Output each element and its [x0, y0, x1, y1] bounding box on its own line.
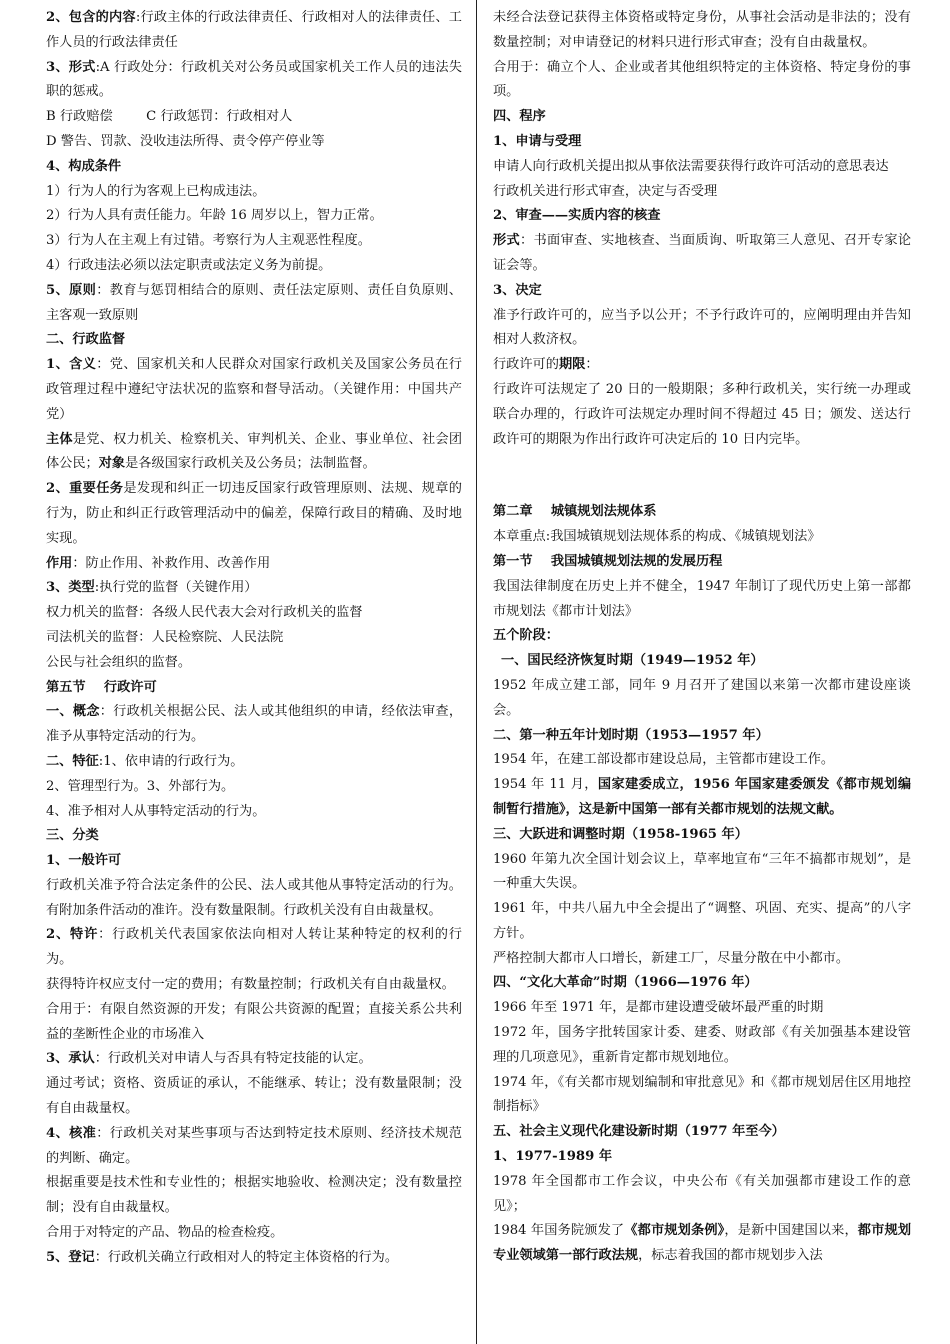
heading: 五、社会主义现代化建设新时期（1977 年至今） — [493, 1124, 785, 1140]
para: 3、承认：行政机关对申请人与否具有特定技能的认定。 — [46, 1051, 372, 1067]
para: 作用：防止作用、补救作用、改善作用 — [46, 555, 271, 571]
heading: 1、申请与受理 — [493, 133, 582, 149]
heading: 四、“文化大革命”时期（1966—1976 年） — [493, 975, 758, 991]
para: 申请人向行政机关提出拟从事依法需要获得行政许可活动的意思表达 — [493, 158, 889, 174]
para: 司法机关的监督：人民检察院、人民法院 — [46, 629, 284, 645]
heading: 2、审查——实质内容的核查 — [493, 208, 661, 224]
para: 1960 年第九次全国计划会议上，草率地宣布“三年不搞都市规划”，是一种重大失误。 — [493, 851, 911, 892]
para: 1984 年国务院颁发了《都市规划条例》，是新中国建国以来，都市规划专业领域第一部行政法规，标志着我国的都市规划步入法 — [493, 1223, 912, 1264]
para: 5、登记：行政机关确立行政相对人的特定主体资格的行为。 — [46, 1249, 399, 1265]
heading: 1、1977-1989 年 — [493, 1149, 613, 1165]
para: 1954 年，在建工部设都市建设总局，主管都市建设工作。 — [493, 752, 835, 768]
heading: 二、行政监督 — [46, 332, 126, 348]
heading: 1、一般许可 — [46, 853, 122, 869]
right-column — [493, 6, 911, 1269]
para: 行政许可的期限： — [493, 357, 599, 373]
section-heading: 第五节 行政许可 — [46, 679, 157, 695]
para: 2）行为人具有责任能力。年龄 16 周岁以上，智力正常。 — [46, 208, 383, 224]
section-heading: 第一节 我国城镇规划法规的发展历程 — [493, 553, 723, 569]
para: 1954 年 11 月，国家建委成立，1956 年国家建委颁发《都市规划编制暂行措施》，这是新中国第一部有关都市规划的法规文献。 — [493, 777, 912, 817]
para: 3）行为人在主观上有过错。考察行为人主观恶性程度。 — [46, 233, 371, 249]
para: 1966 年至 1971 年，是都市建设遭受破坏最严重的时期 — [493, 1000, 824, 1016]
para: 1978 年全国都市工作会议，中央公布《有关加强都市建设工作的意见》； — [493, 1173, 911, 1214]
para: 本章重点:我国城镇规划法规体系的构成、《城镇规划法》 — [493, 529, 821, 545]
blank-space — [493, 452, 911, 500]
para: 二、特征:1、依申请的行政行为。 — [46, 753, 244, 769]
para: 合用于：确立个人、企业或者其他组织特定的主体资格、特定身份的事项。 — [493, 59, 911, 100]
para: 合用于对特定的产品、物品的检查检疫。 — [46, 1225, 284, 1241]
para: 2、包含的内容:行政主体的行政法律责任、行政相对人的法律责任、工作人员的行政法律责任 — [46, 10, 462, 50]
para: 形式：书面审查、实地核查、当面质询、听取第三人意见、召开专家论证会等。 — [493, 233, 912, 273]
para: 1974 年，《有关都市规划编制和审批意见》和《都市规划居住区用地控制指标》 — [493, 1074, 911, 1115]
para: 权力机关的监督：各级人民代表大会对行政机关的监督 — [46, 605, 363, 621]
para: 准予行政许可的，应当予以公开；不予行政许可的，应阐明理由并告知相对人救济权。 — [493, 307, 911, 348]
para: 2、管理型行为。3、外部行为。 — [46, 778, 235, 794]
para: 2、特许：行政机关代表国家依法向相对人转让某种特定的权利的行为。 — [46, 927, 462, 968]
chapter-heading: 第二章 城镇规划法规体系 — [493, 504, 657, 520]
para: B 行政赔偿 C 行政惩罚：行政相对人 — [46, 109, 293, 125]
heading: 五个阶段： — [493, 628, 559, 644]
para: 1、含义：党、国家机关和人民群众对国家行政机关及国家公务员在行政管理过程中遵纪守法状况的监察和督导活动。（关键作用：中国共产党） — [46, 357, 462, 422]
para: 主体是党、权力机关、检察机关、审判机关、企业、事业单位、社会团体公民；对象是各级国家行政机关及公务员；法制监督。 — [46, 431, 463, 472]
heading: 3、决定 — [493, 282, 542, 298]
para: 未经合法登记获得主体资格或特定身份，从事社会活动是非法的；没有数量控制；对申请登记的材料只进行形式审查；没有自由裁量权。 — [493, 10, 911, 50]
para: 1961 年，中共八届九中全会提出了“调整、巩固、充实、提高”的八字方针。 — [493, 901, 911, 941]
para: D 警告、罚款、没收违法所得、责令停产停业等 — [46, 133, 325, 149]
heading: 一、国民经济恢复时期（1949—1952 年） — [501, 653, 764, 669]
heading: 4、构成条件 — [46, 158, 122, 174]
para: 2、重要任务是发现和纠正一切违反国家行政管理原则、法规、规章的行为，防止和纠正行政管理活动中的偏差，保障行政目的精确、及时地实现。 — [46, 481, 462, 546]
para: 4、准予相对人从事特定活动的行为。 — [46, 803, 266, 819]
para: 通过考试；资格、资质证的承认，不能继承、转让；没有数量限制；没有自由裁量权。 — [46, 1076, 462, 1117]
para: 4、核准：行政机关对某些事项与否达到特定技术原则、经济技术规范的判断、确定。 — [46, 1125, 462, 1166]
left-column — [46, 6, 462, 1271]
heading: 三、分类 — [46, 828, 99, 844]
para: 3、类型:执行党的监督（关键作用） — [46, 580, 258, 596]
para: 4）行政违法必须以法定职责或法定义务为前提。 — [46, 257, 332, 273]
heading: 三、大跃进和调整时期（1958-1965 年） — [493, 826, 748, 842]
para: 1952 年成立建工部，同年 9 月召开了建国以来第一次都市建设座谈会。 — [493, 677, 911, 718]
para: 根据重要是技术性和专业性的；根据实地验收、检测决定；没有数量控制；没有自由裁量权。 — [46, 1175, 462, 1216]
para: 行政许可法规定了 20 日的一般期限；多种行政机关，实行统一办理或联合办理的，行政许可法规定办理时间不得超过 45 日；颁发、送达行政许可的期限为作出行政许可决定后的 10 日内完毕。 — [493, 381, 911, 447]
para: 5、原则：教育与惩罚相结合的原则、责任法定原则、责任自负原则、主客观一致原则 — [46, 282, 462, 323]
heading: 二、第一种五年计划时期（1953—1957 年） — [493, 727, 769, 743]
para: 我国法律制度在历史上并不健全，1947 年制订了现代历史上第一部都市规划法《都市计划法》 — [493, 578, 911, 619]
para: 获得特许权应支付一定的费用；有数量控制；行政机关有自由裁量权。 — [46, 977, 455, 993]
para: 一、概念：行政机关根据公民、法人或其他组织的申请，经依法审查，准予从事特定活动的行为。 — [46, 704, 463, 745]
para: 1）行为人的行为客观上已构成违法。 — [46, 183, 266, 199]
column-divider — [476, 0, 477, 1344]
para: 严格控制大都市人口增长，新建工厂，尽量分散在中小都市。 — [493, 950, 850, 966]
para: 合用于：有限自然资源的开发；有限公共资源的配置；直接关系公共利益的垄断性企业的市场准入 — [46, 1001, 462, 1042]
para: 公民与社会组织的监督。 — [46, 654, 192, 670]
heading: 四、程序 — [493, 109, 546, 125]
para: 行政机关进行形式审查，决定与否受理 — [493, 183, 718, 199]
para: 1972 年，国务字批转国家计委、建委、财政部《有关加强基本建设管理的几项意见》，重新肯定都市规划地位。 — [493, 1025, 911, 1065]
para: 行政机关准予符合法定条件的公民、法人或其他从事特定活动的行为。有附加条件活动的准许。没有数量限制。行政机关没有自由裁量权。 — [46, 877, 462, 918]
para: 3、形式:A 行政处分：行政机关对公务员或国家机关工作人员的违法失职的惩戒。 — [46, 59, 462, 100]
